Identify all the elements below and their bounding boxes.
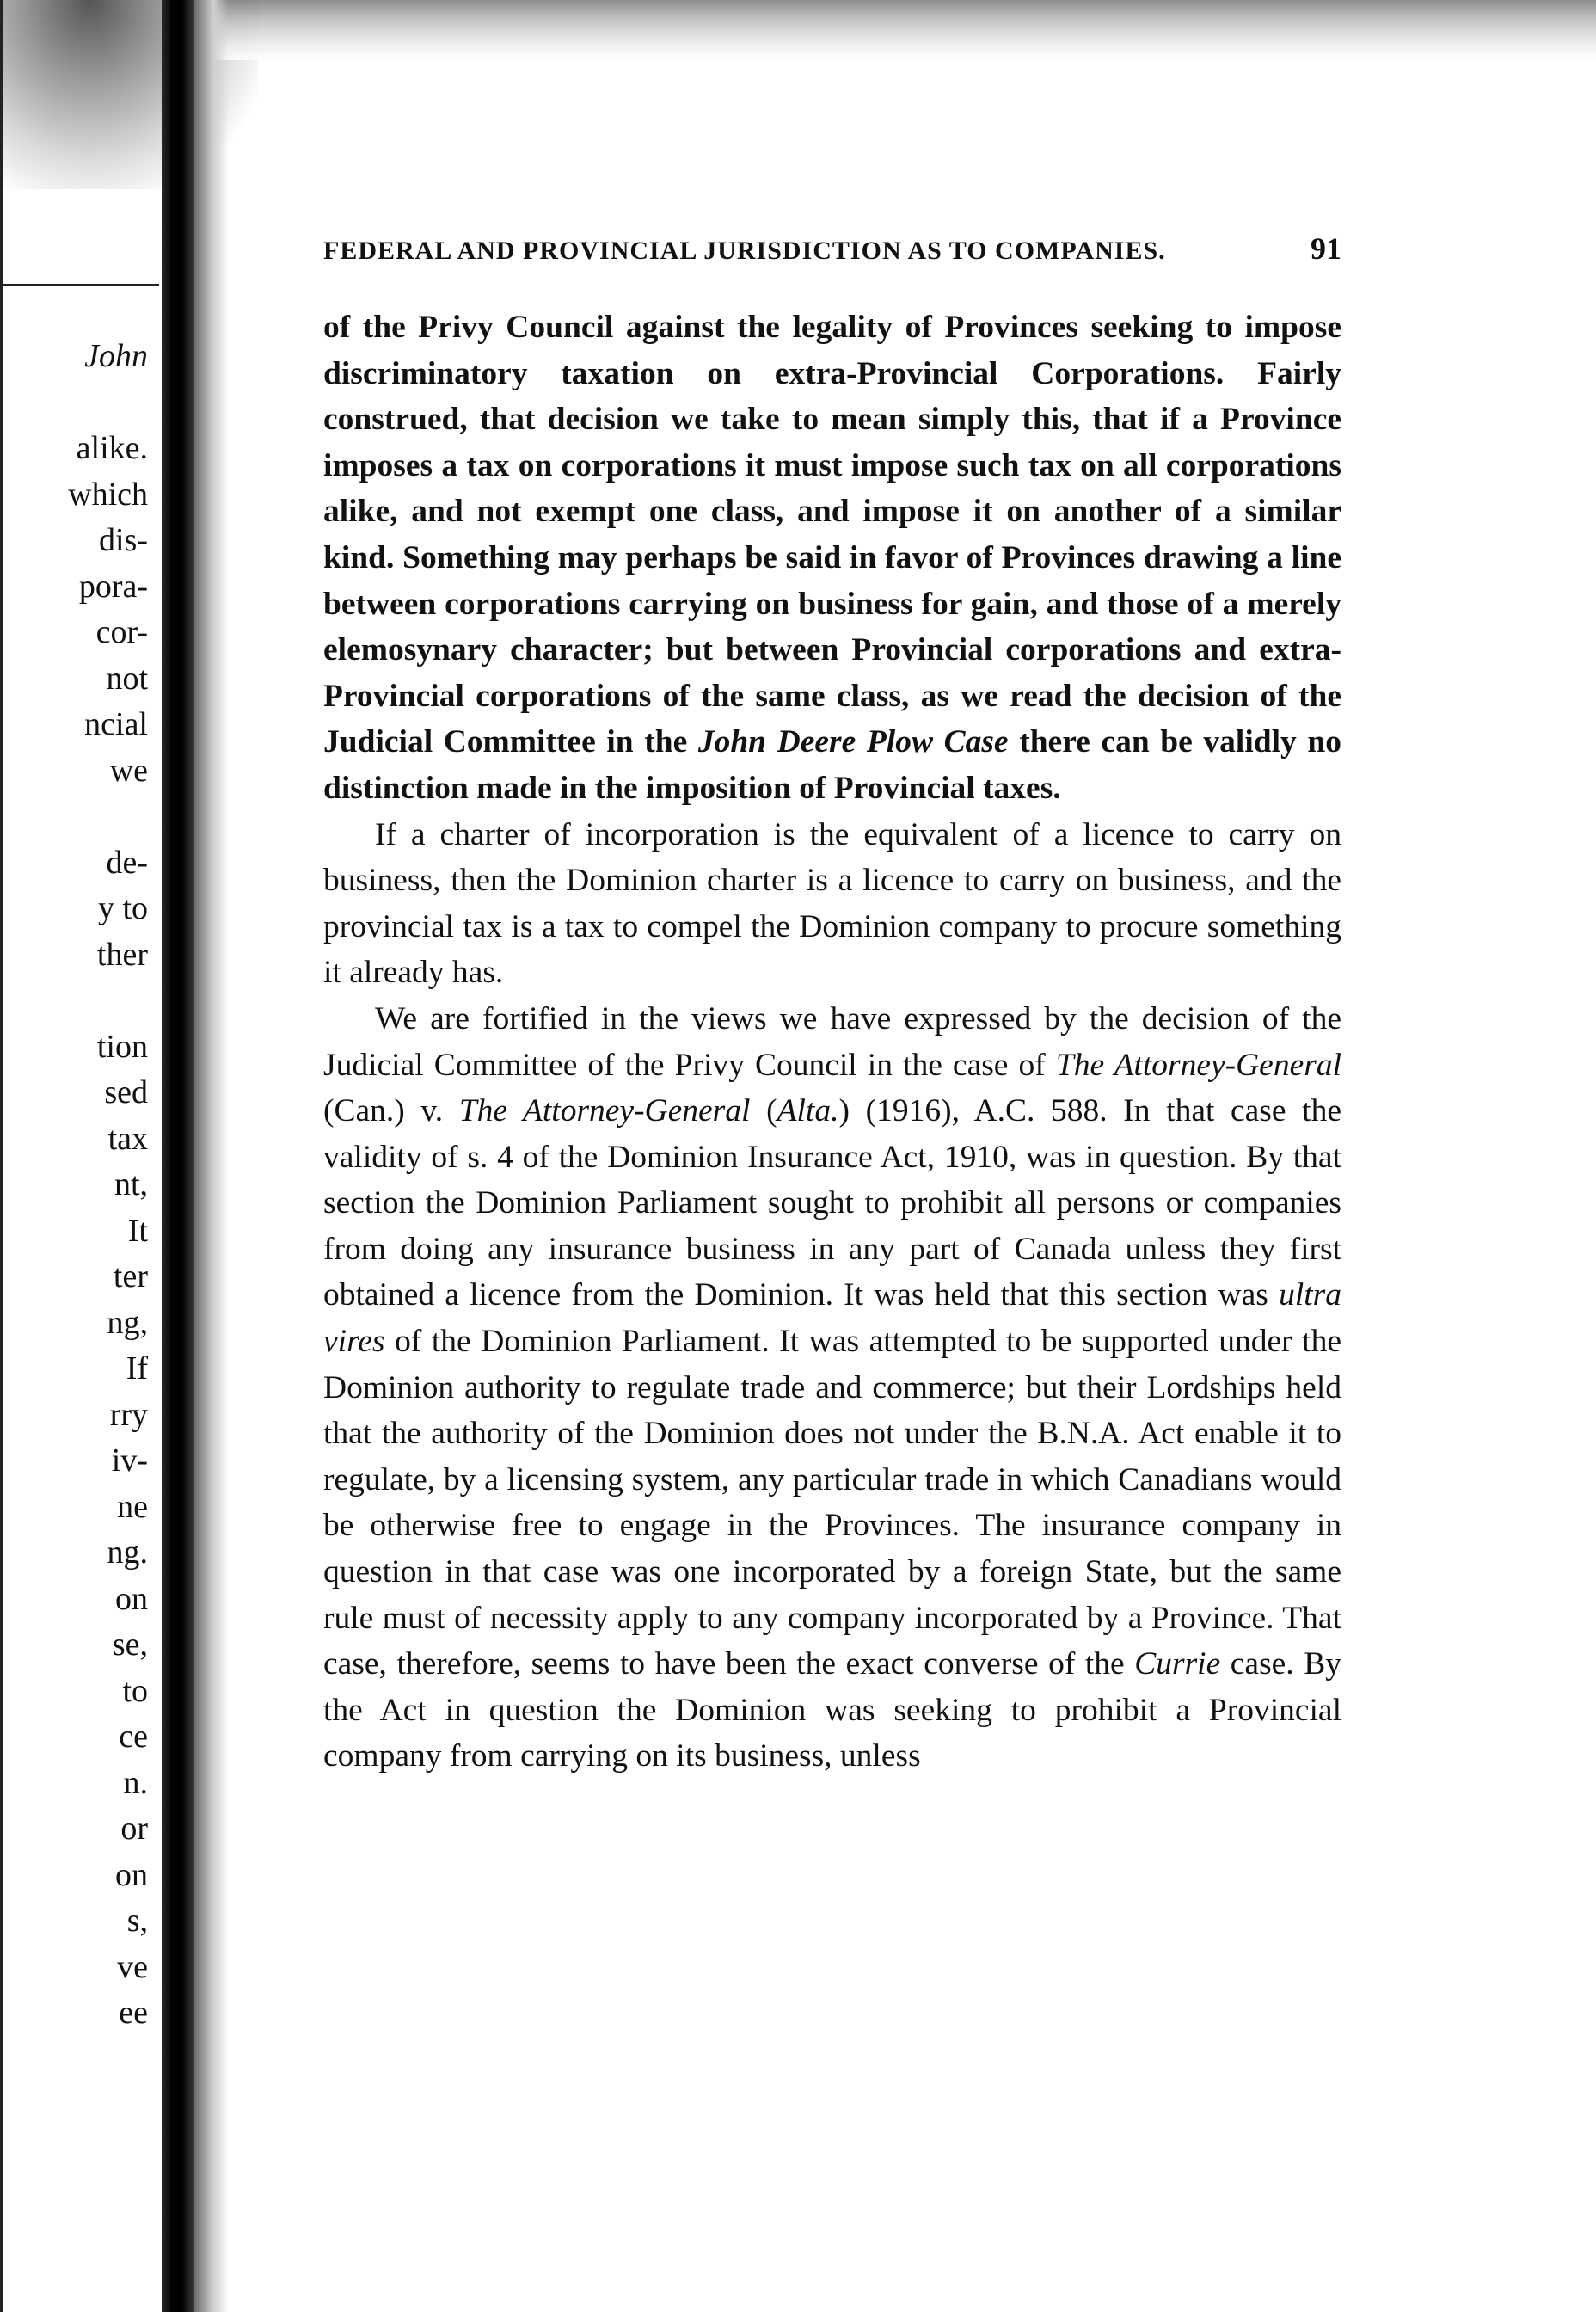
case-name-john-deere: John Deere Plow Case — [697, 724, 1009, 760]
left-fragment: nt, — [114, 1166, 148, 1202]
left-fragment: on — [115, 1580, 148, 1617]
running-header — [323, 231, 1341, 279]
left-fragment — [0, 794, 155, 840]
left-fragment: we — [109, 752, 148, 789]
body-text — [323, 304, 1341, 1780]
paragraph-3-text: (Can.) v. — [323, 1093, 459, 1129]
left-fragment: ncial — [84, 706, 148, 742]
paragraph-2: If a charter of incorporation is the equivalent of a licence to carry on business, then the Dominion charter is a licence to carry on business, and the provincial tax is a tax to compel the Dominion company to procure something it already has. — [323, 816, 1341, 991]
left-fragment: de- — [106, 844, 148, 881]
case-name-attorney-general-can: The Attorney-General — [1055, 1047, 1341, 1083]
paragraph-3-text: ( — [750, 1093, 777, 1129]
paragraph-1 — [323, 304, 1341, 812]
left-fragment: which — [68, 476, 148, 513]
paragraph-1-text: of the Privy Council against the legality of Provinces seeking to impose discriminatory taxation on extra-Provincial Corporations. Fairly construed, that decision we take to mean simply this, that if a Province imposes a tax on corporations it must impose such tax on all corporations alike, and not exempt one class, and impose it on another of a similar kind. Something may perhaps be said in favor of Provinces drawing a line between corporations carrying on business for gain, and those of a merely elemosynary character; but between Provincial corporations and extra-Provincial corporations of the same class, as we read the decision of the Judicial Committee in the — [323, 310, 1341, 760]
paragraph-3-text-end: case. By the Act in question the Dominion was seeking to prohibit a Provincial company from carrying on its business, unless — [323, 1646, 1341, 1774]
left-fragment: sed — [104, 1074, 148, 1110]
scan-shadow-top — [198, 0, 1596, 60]
left-fragment: ter — [113, 1258, 148, 1294]
left-fragment: John — [84, 338, 148, 374]
left-fragment: alike. — [76, 430, 148, 466]
province-abbrev-alta: Alta. — [777, 1093, 839, 1129]
paragraph-3 — [323, 996, 1341, 1780]
paragraph-3-text: We are fortified in the views we have expressed by the decision of the Judicial Committee of the Privy Council in the case of — [323, 1000, 1341, 1083]
term-ultra-vires: ultra vires — [323, 1277, 1341, 1360]
left-fragment: It — [127, 1212, 148, 1249]
case-name-attorney-general-alta: The Attorney-General — [458, 1093, 751, 1129]
left-fragment: iv- — [111, 1442, 148, 1479]
paragraph-1-text-end: there can be validly no distinction made in the imposition of Provincial taxes. — [323, 724, 1341, 806]
left-fragment: ng, — [107, 1304, 148, 1341]
book-gutter — [162, 0, 194, 2312]
left-page-rule — [0, 284, 159, 286]
left-fragment: or — [120, 1811, 148, 1847]
left-fragment: dis- — [99, 522, 148, 558]
paragraph-3-text: ) (1916), A.C. 588. In that case the validity of s. 4 of the Dominion Insurance Act, 1910, was in question. By that section the Dominion Parliament sought to prohibit all persons or companies from doing any insurance business in any part of Canada unless they first obtained a licence from the Dominion. It was held that this section was — [323, 1093, 1341, 1313]
left-fragment: y to — [97, 890, 148, 926]
left-fragment: s, — [126, 1903, 148, 1939]
paragraph-3-text: of the Dominion Parliament. It was attempted to be supported under the Dominion authority to regulate trade and commerce; but their Lordships held that the authority of the Dominion does not under the B.N.A. Act enable it to regulate, by a licensing system, any particular trade in which Canadians would be otherwise free to engage in the Provinces. The insurance company in question in that case was one incorporated by a foreign State, but the same rule must of necessity apply to any company incorporated by a Province. That case, therefore, seems to have been the exact converse of the — [323, 1324, 1341, 1682]
left-fragment: n. — [123, 1764, 148, 1801]
book-gutter-shadow — [194, 0, 229, 2312]
left-fragment: to — [122, 1672, 148, 1709]
left-fragment: not — [106, 660, 148, 697]
case-name-currie: Currie — [1134, 1646, 1221, 1682]
left-fragment — [0, 380, 155, 427]
left-fragment: ng. — [107, 1534, 148, 1571]
left-fragment: If — [126, 1350, 148, 1387]
running-title: FEDERAL AND PROVINCIAL JURISDICTION AS TO COMPANIES. — [323, 237, 1166, 265]
page-number: 91 — [1311, 231, 1341, 266]
left-fragment: ne — [117, 1488, 148, 1525]
page-content — [323, 231, 1341, 1780]
left-page-fragments — [0, 334, 155, 2037]
left-fragment: pora- — [78, 568, 148, 605]
left-fragment: ee — [119, 1995, 148, 2031]
left-fragment: on — [115, 1856, 148, 1893]
left-fragment: ve — [117, 1948, 148, 1985]
left-fragment: tax — [107, 1120, 148, 1157]
left-fragment: cor- — [95, 614, 148, 650]
left-fragment — [0, 978, 155, 1024]
left-fragment: se, — [112, 1626, 148, 1663]
left-fragment: rry — [109, 1396, 148, 1433]
left-fragment: ther — [96, 936, 148, 973]
left-fragment: tion — [96, 1028, 148, 1065]
left-fragment: ce — [119, 1719, 148, 1755]
